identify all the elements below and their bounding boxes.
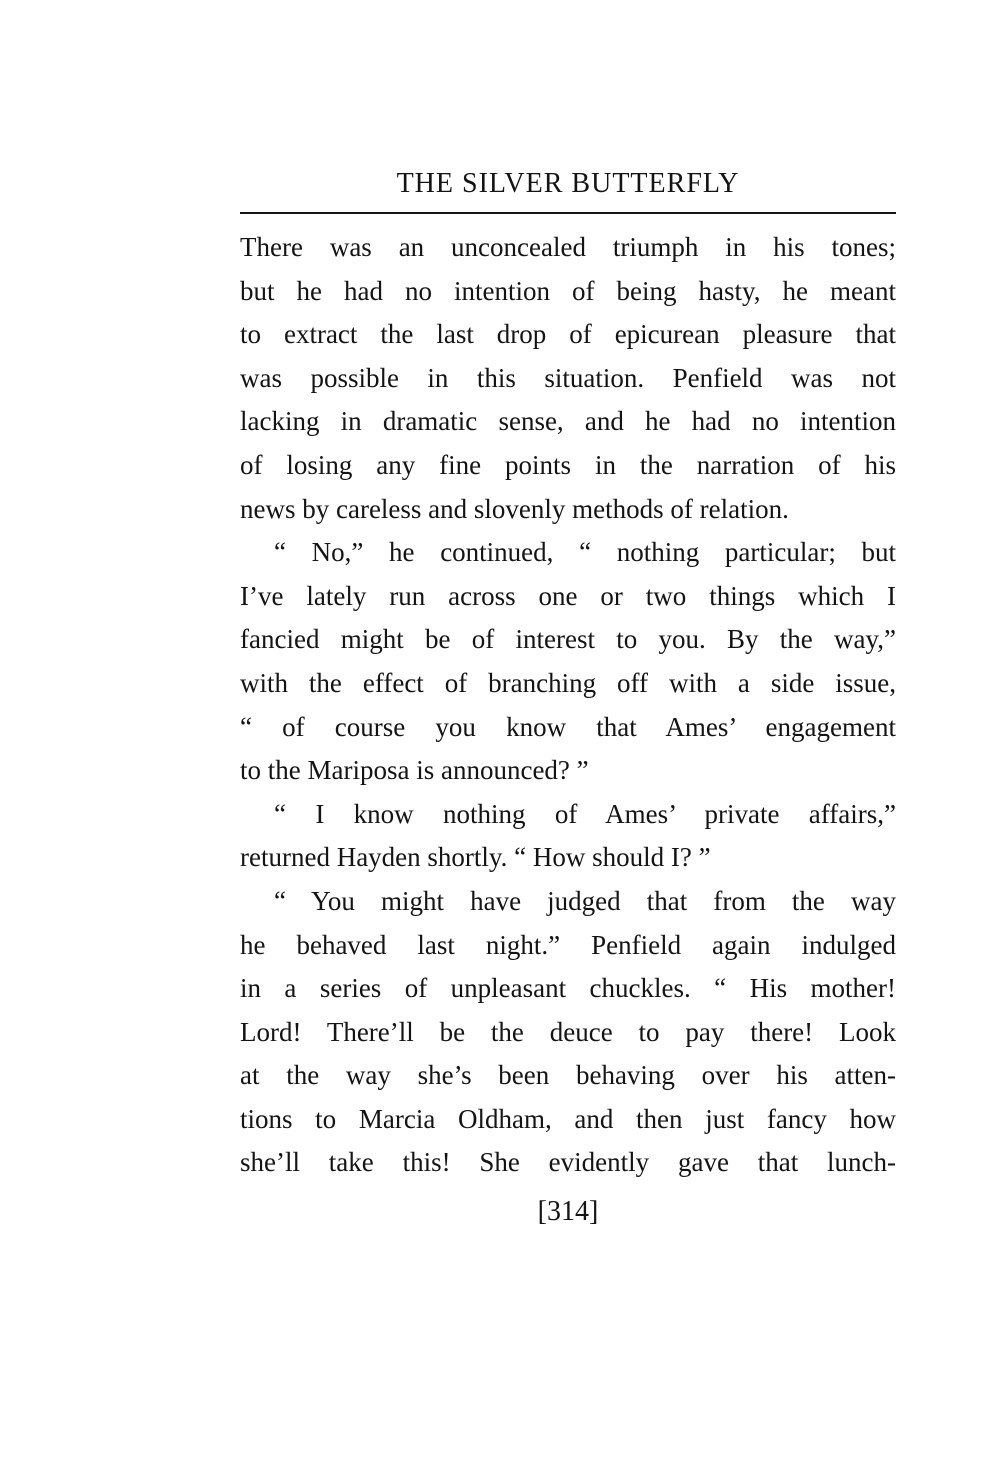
text-line: “ I know nothing of Ames’ private affairs,” xyxy=(274,798,896,829)
text-line: I’ve lately run across one or two things which I xyxy=(240,580,896,611)
text-line: Lord! There’ll be the deuce to pay there! Look xyxy=(240,1016,896,1047)
text-line: news by careless and slovenly methods of relation. xyxy=(240,493,789,524)
text-line: was possible in this situation. Penfield was not xyxy=(240,362,896,393)
header-rule xyxy=(240,212,896,214)
text-line: to extract the last drop of epicurean pleasure that xyxy=(240,319,896,350)
text-line: in a series of unpleasant chuckles. “ His mother! xyxy=(240,973,896,1004)
text-line: with the effect of branching off with a side issue, xyxy=(240,667,896,698)
text-line: but he had no intention of being hasty, he meant xyxy=(240,275,896,306)
text-line: to the Mariposa is announced? ” xyxy=(240,755,589,786)
text-line: “ No,” he continued, “ nothing particular; but xyxy=(274,537,896,568)
text-line: he behaved last night.” Penfield again indulged xyxy=(240,929,896,960)
text-line: “ You might have judged that from the way xyxy=(274,885,896,916)
body-text xyxy=(240,226,896,1185)
text-line: “ of course you know that Ames’ engagement xyxy=(240,711,896,742)
text-line: There was an unconcealed triumph in his tones; xyxy=(240,232,896,262)
text-line: returned Hayden shortly. “ How should I? ” xyxy=(240,842,711,873)
text-line: lacking in dramatic sense, and he had no intention xyxy=(240,406,896,437)
text-line: at the way she’s been behaving over his atten- xyxy=(240,1060,896,1091)
running-header: THE SILVER BUTTERFLY xyxy=(396,168,740,199)
text-line: she’ll take this! She evidently gave that lunch- xyxy=(240,1147,896,1178)
text-line: fancied might be of interest to you. By the way,” xyxy=(240,624,896,655)
text-line: tions to Marcia Oldham, and then just fancy how xyxy=(240,1103,896,1134)
text-line: of losing any fine points in the narration of his xyxy=(240,449,896,480)
page-number: [314] xyxy=(537,1196,599,1227)
